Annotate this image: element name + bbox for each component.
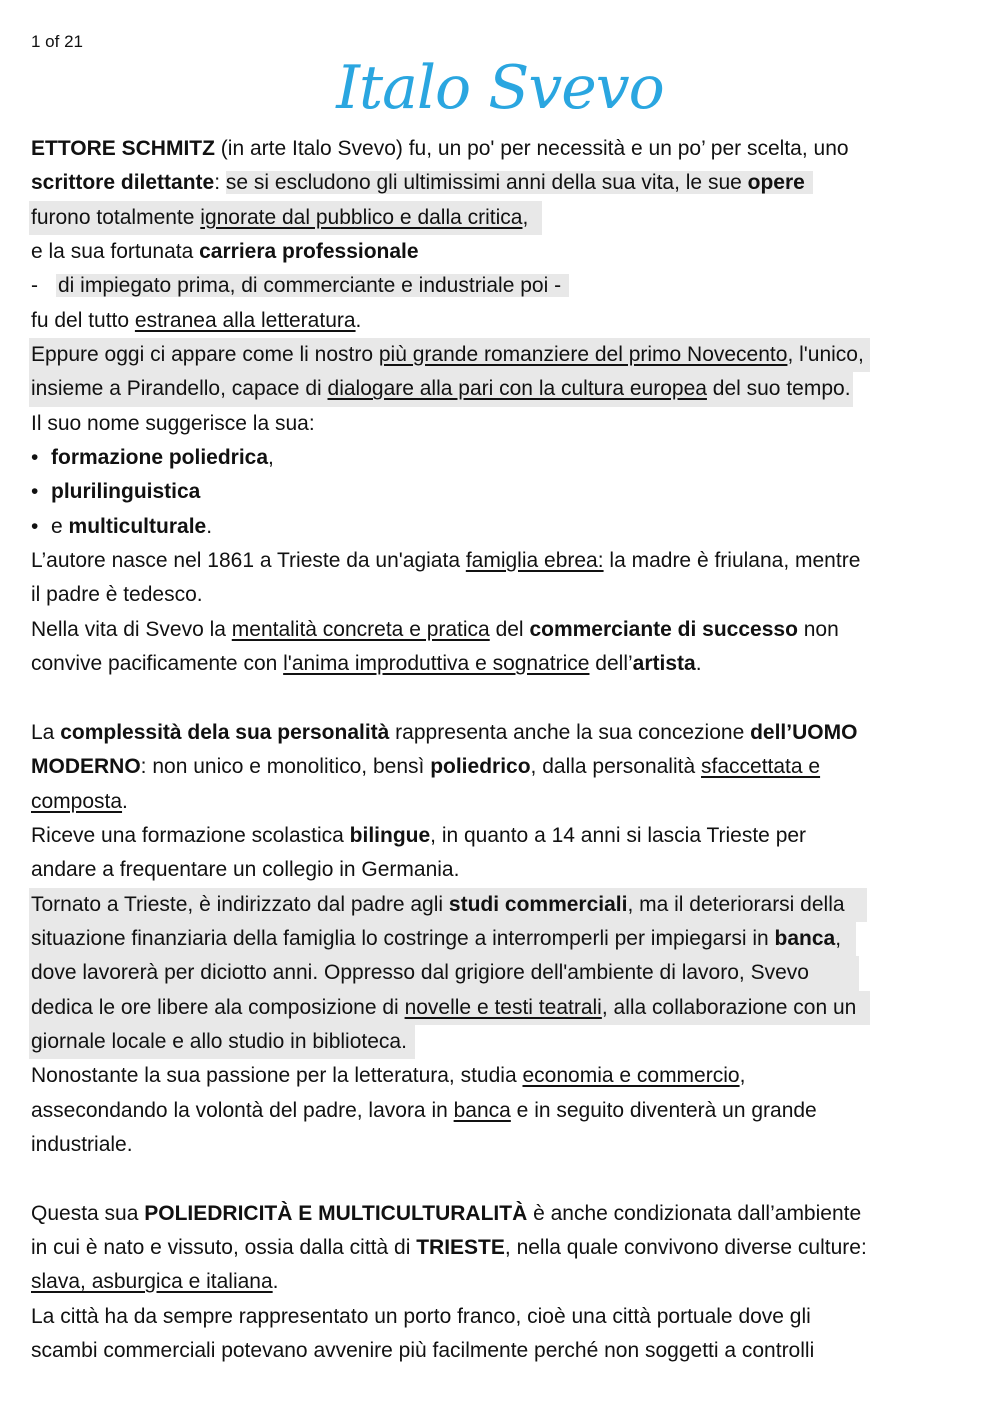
underlined-text: slava, asburgica e italiana [31, 1270, 273, 1294]
highlighted-text [226, 171, 813, 194]
blank-line [31, 682, 976, 716]
bold-text: MODERNO [31, 755, 141, 779]
bold-text: complessità dela sua personalità [60, 720, 390, 744]
text: . [695, 652, 702, 676]
text: in cui è nato e vissuto, ossia dalla città di [31, 1236, 417, 1259]
list-item [31, 475, 976, 509]
bullet-icon: • [31, 480, 39, 504]
bold-text: scrittore dilettante [31, 171, 215, 195]
text-line [31, 544, 976, 578]
highlighted-text [29, 991, 870, 1025]
underlined-text: estranea alla letteratura [134, 308, 356, 332]
text-line [31, 956, 976, 990]
text: assecondando la volontà del padre, lavora in [31, 1098, 454, 1122]
text: (in arte Italo Svevo) fu, un po' per necessità e un po’ per scelta, uno [214, 137, 849, 160]
highlighted-text: giornale locale e allo studio in biblioteca. [29, 1025, 415, 1059]
list-item [31, 441, 976, 475]
text: se si escludono gli ultimissimi anni della sua vita, le sue [225, 171, 748, 195]
bold-text: poliedrico [430, 755, 531, 779]
highlighted-text [29, 201, 542, 235]
text: La città ha da sempre rappresentato un porto franco, cioè una città portuale dove gli [31, 1304, 811, 1328]
bold-text: banca [774, 926, 836, 950]
page-number: 1 of 21 [31, 32, 83, 51]
text: . [122, 789, 128, 813]
document-body [31, 132, 976, 1368]
text-line [31, 853, 976, 887]
bold-text: artista [632, 652, 696, 676]
text: Questa sua [31, 1201, 145, 1225]
underlined-text: sfaccettata e [701, 755, 821, 779]
text-line [31, 819, 976, 853]
blank-line [31, 1162, 976, 1196]
underlined-text: banca [453, 1098, 511, 1122]
bold-text: POLIEDRICITÀ E MULTICULTURALITÀ [144, 1201, 528, 1225]
bold-text: multiculturale [68, 514, 207, 538]
list-item [31, 510, 976, 544]
bold-text: ETTORE SCHMITZ [31, 137, 215, 160]
text-line [31, 785, 976, 819]
bold-text: commerciante di successo [529, 617, 798, 641]
underlined-text: ignorate dal pubblico e dalla critica [200, 205, 523, 229]
text: rappresenta anche la sua concezione [389, 720, 751, 744]
text-line [31, 1197, 976, 1231]
text: fu del tutto [31, 308, 135, 332]
text: , ma il deteriorarsi della [627, 892, 845, 916]
bold-text: studi commerciali [448, 892, 628, 916]
text: andare a frequentare un collegio in Germania. [31, 858, 460, 882]
text: e in seguito diventerà un grande [510, 1098, 817, 1122]
text: . [206, 514, 213, 538]
text: Nella vita di Svevo la [31, 617, 232, 641]
bold-text: TRIESTE [416, 1236, 505, 1259]
text: , [835, 926, 842, 950]
bold-text: carriera professionale [199, 240, 419, 264]
text: , alla collaborazione con un [601, 995, 857, 1019]
text: scambi commerciali potevano avvenire più facilmente perché non soggetti a controlli [31, 1339, 815, 1363]
text: Il suo nome suggerisce la sua: [31, 411, 315, 435]
text-line [31, 269, 976, 303]
text: il padre è tedesco. [31, 583, 203, 607]
text-line [31, 1265, 976, 1299]
page-title: Italo Svevo [336, 53, 664, 123]
text-line [31, 1094, 976, 1128]
text: Eppure oggi ci appare come li nostro [31, 343, 379, 367]
bold-text: plurilinguistica [51, 480, 201, 504]
text: del [489, 617, 530, 641]
text: situazione finanziaria della famiglia lo costringe a interromperli per impiegarsi in [31, 926, 775, 950]
text: dell’ [589, 652, 633, 676]
text: e la sua fortunata [31, 240, 200, 264]
text: dedica le ore libere ala composizione di [31, 995, 405, 1019]
text: , l'unico, [787, 343, 864, 367]
underlined-text: composta [31, 789, 123, 813]
text: : non unico e monolitico, bensì [140, 755, 431, 779]
highlighted-text [29, 372, 853, 406]
text: , in quanto a 14 anni si lascia Trieste per [430, 823, 807, 847]
text: , [268, 446, 274, 470]
text: Riceve una formazione scolastica [31, 823, 350, 847]
text: è anche condizionata dall’ambiente [527, 1201, 862, 1225]
text: . [272, 1270, 279, 1294]
text: e [51, 514, 69, 538]
bold-text: bilingue [349, 823, 431, 847]
text-line [31, 1059, 976, 1093]
highlighted-text: dove lavorerà per diciotto anni. Oppresso dal grigiore dell'ambiente di lavoro, Svevo [29, 956, 859, 990]
text: L’autore nasce nel 1861 a Trieste da un'agiata [31, 549, 466, 573]
underlined-text: mentalità concreta e pratica [231, 617, 490, 641]
underlined-text: più grande romanziere del primo Novecento [378, 343, 788, 367]
text-line [31, 1128, 976, 1162]
underlined-text: famiglia ebrea: [465, 549, 604, 573]
text: la madre è friulana, mentre [603, 549, 861, 573]
text-line [31, 922, 976, 956]
bullet-icon: • [31, 446, 39, 470]
text-line [31, 304, 976, 338]
bold-text: formazione poliedrica [51, 446, 269, 470]
text: Tornato a Trieste, è indirizzato dal padre agli [31, 892, 449, 916]
text-line [31, 1025, 976, 1059]
text-line [31, 1300, 976, 1334]
underlined-text: novelle e testi teatrali [404, 995, 602, 1019]
highlighted-text [29, 338, 870, 372]
text: : [214, 171, 226, 195]
text-line [31, 647, 976, 681]
highlighted-text [29, 922, 856, 956]
text-line [31, 578, 976, 612]
text: convive pacificamente con [31, 652, 284, 676]
text-line [31, 372, 976, 406]
text-line [31, 166, 976, 200]
text-line [31, 613, 976, 647]
text: , dalla personalità [530, 755, 701, 779]
text-line [31, 338, 976, 372]
text: furono totalmente [31, 205, 201, 229]
text-line [31, 235, 976, 269]
underlined-text: economia e commercio [522, 1064, 740, 1088]
text: non [797, 617, 839, 641]
text-line [31, 1231, 976, 1265]
underlined-text: dialogare alla pari con la cultura europea [327, 377, 707, 401]
dash-marker: - [31, 274, 38, 298]
underlined-text: l'anima improduttiva e sognatrice [283, 652, 590, 676]
text: insieme a Pirandello, capace di [31, 377, 328, 401]
text: , nella quale convivono diverse culture: [504, 1236, 867, 1259]
bullet-icon: • [31, 514, 39, 538]
text: La [31, 720, 61, 744]
text-line [31, 1334, 976, 1368]
text-line [31, 716, 976, 750]
text: . [355, 308, 362, 332]
text: industriale. [31, 1132, 133, 1156]
highlighted-text: di impiegato prima, di commerciante e industriale poi - [56, 274, 569, 297]
text-line [31, 888, 976, 922]
text-line [31, 407, 976, 441]
text-line [31, 201, 976, 235]
bold-text: dell’UOMO [750, 720, 858, 744]
text: del suo tempo. [706, 377, 851, 401]
text-line [31, 991, 976, 1025]
bold-text: opere [747, 171, 805, 195]
text: , [739, 1064, 746, 1088]
text-line [31, 132, 976, 166]
text: Nonostante la sua passione per la letteratura, studia [31, 1064, 523, 1088]
highlighted-text [29, 888, 867, 922]
text: , [522, 205, 529, 229]
text-line [31, 750, 976, 784]
